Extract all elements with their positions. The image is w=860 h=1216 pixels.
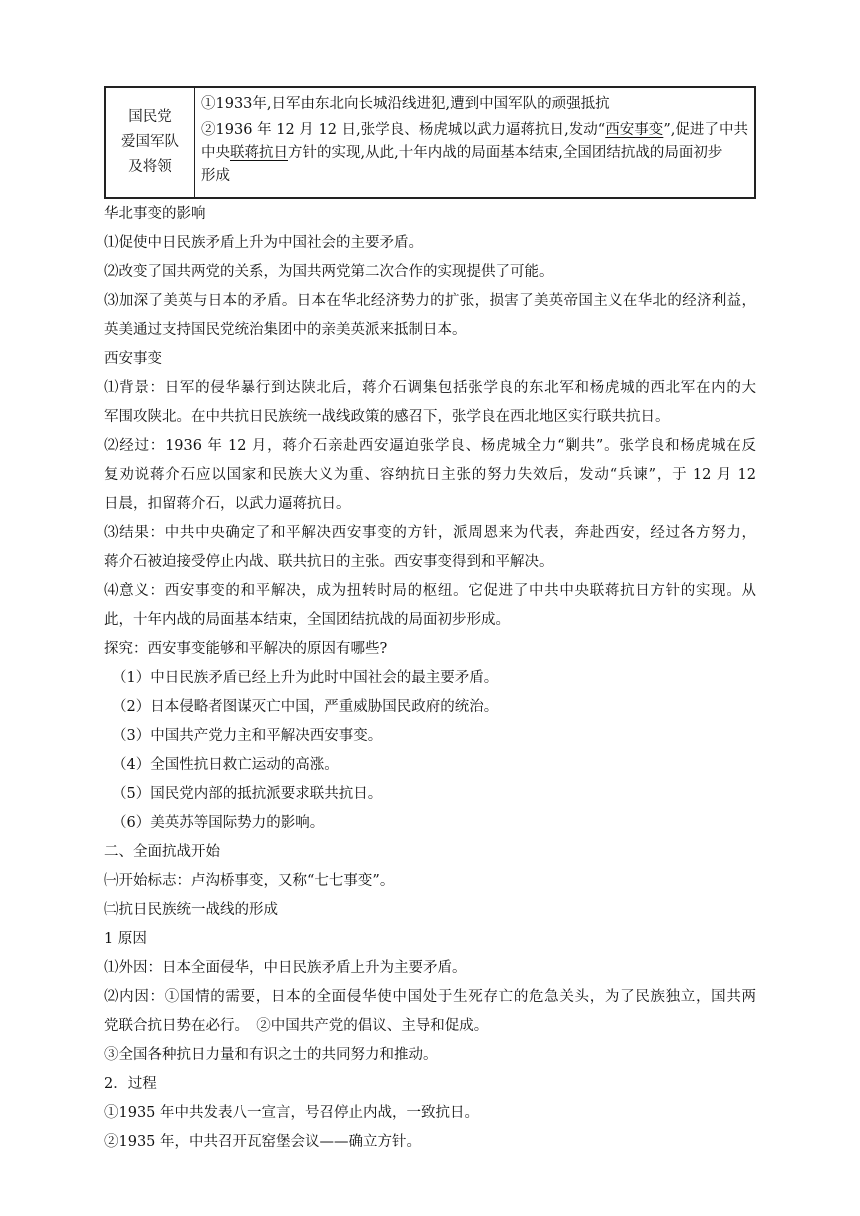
body-text: [104, 200, 756, 1157]
text-line: ⑷意义：西安事变的和平解决，成为扭转时局的枢纽。它促进了中共中央联蒋抗日方针的实现。从: [104, 583, 756, 599]
list-item: （4）全国性抗日救亡运动的高涨。: [112, 757, 339, 773]
text-line: 复劝说蒋介石应以国家和民族大义为重、容纳抗日主张的努力失效后，发动“兵谏”，于 12 月 12: [104, 467, 756, 483]
list-item: （2）日本侵略者图谋灭亡中国，严重威胁国民政府的统治。: [112, 699, 499, 715]
text-line: 1 原因: [104, 931, 147, 947]
text-line: ⑴外因：日本全面侵华，中日民族矛盾上升为主要矛盾。: [104, 960, 467, 976]
text-line: 2．过程: [104, 1076, 157, 1092]
text-line: ⑴促使中日民族矛盾上升为中国社会的主要矛盾。: [104, 235, 423, 251]
text-segment: 中央: [201, 145, 230, 161]
text-line: ⑶加深了美英与日本的矛盾。日本在华北经济势力的扩张，损害了美英帝国主义在华北的经济利益，: [104, 293, 756, 309]
text-segment: ,促进了中共: [670, 122, 749, 138]
text-line: ③全国各种抗日力量和有识之士的共同努力和推动。: [104, 1047, 438, 1063]
list-item: （6）美英苏等国际势力的影响。: [112, 815, 325, 831]
table-label-line: 及将领: [128, 159, 172, 175]
text-line: ㈡抗日民族统一战线的形成: [104, 902, 278, 918]
text-line: 英美通过支持国民党统治集团中的亲美英派来抵制日本。: [104, 322, 467, 338]
table-text-line: 形成: [201, 168, 230, 184]
text-line: 党联合抗日势在必行。 ②中国共产党的倡议、主导和促成。: [104, 1018, 489, 1034]
table-label-line: 爱国军队: [121, 134, 179, 150]
text-line: ⑵内因：①国情的需要，日本的全面侵华使中国处于生死存亡的危急关头，为了民族独立，国共两: [104, 989, 756, 1005]
quote-mark: “: [597, 122, 606, 138]
xian-incident-underlined: 西安事变: [605, 122, 664, 138]
text-segment: ②1936 年 12 月 12 日,张学良、杨虎城以武力逼蒋抗日,发动: [201, 122, 598, 138]
text-segment: 方针的实现,从此,十年内战的局面基本结束,全国团结抗战的局面初步: [288, 145, 723, 161]
list-item: （5）国民党内部的抵抗派要求联共抗日。: [112, 786, 383, 802]
text-line: ㈠开始标志：卢沟桥事变，又称“七七事变”。: [104, 873, 395, 889]
section-heading: 西安事变: [104, 351, 162, 367]
text-line: ⑴背景：日军的侵华暴行到达陕北后，蒋介石调集包括张学良的东北军和杨虎城的西北军在内的大: [104, 380, 756, 396]
text-line: ⑶结果：中共中央确定了和平解决西安事变的方针，派周恩来为代表，奔赴西安，经过各方努力，: [104, 525, 756, 541]
kmt-patriotic-army-table: [104, 86, 756, 199]
text-line: ⑵经过：1936 年 12 月，蒋介石亲赴西安逼迫张学良、杨虎城全力“剿共”。张学良和杨虎城在反: [104, 438, 756, 454]
list-item: （1）中日民族矛盾已经上升为此时中国社会的最主要矛盾。: [112, 670, 499, 686]
text-line: ②1935 年，中共召开瓦窑堡会议——确立方针。: [104, 1134, 422, 1150]
text-line: ①1935 年中共发表八一宣言，号召停止内战，一致抗日。: [104, 1105, 480, 1121]
text-line: ⑵改变了国共两党的关系，为国共两党第二次合作的实现提供了可能。: [104, 264, 554, 280]
quote-mark: ”: [663, 122, 671, 138]
table-text-line: [201, 119, 748, 142]
table-text-line: ①1933年,日军由东北向长城沿线进犯,遭到中国军队的顽强抵抗: [201, 96, 610, 112]
text-line: 蒋介石被迫接受停止内战、联共抗日的主张。西安事变得到和平解决。: [104, 554, 554, 570]
section-heading: 二、全面抗战开始: [104, 844, 220, 860]
table-text-line: [201, 142, 748, 165]
table-cell-content: [195, 88, 754, 197]
text-line: 日晨，扣留蒋介石，以武力逼蒋抗日。: [104, 496, 351, 512]
list-item: （3）中国共产党力主和平解决西安事变。: [112, 728, 383, 744]
table-row-header: [106, 88, 195, 197]
section-heading: 探究：西安事变能够和平解决的原因有哪些?: [104, 641, 388, 657]
table-label-line: 国民党: [128, 109, 172, 125]
policy-underlined: 联蒋抗日: [230, 145, 288, 161]
text-line: 此，十年内战的局面基本结束，全国团结抗战的局面初步形成。: [104, 612, 510, 628]
text-line: 军围攻陕北。在中共抗日民族统一战线政策的感召下，张学良在西北地区实行联共抗日。: [104, 409, 670, 425]
section-heading: 华北事变的影响: [104, 206, 206, 222]
